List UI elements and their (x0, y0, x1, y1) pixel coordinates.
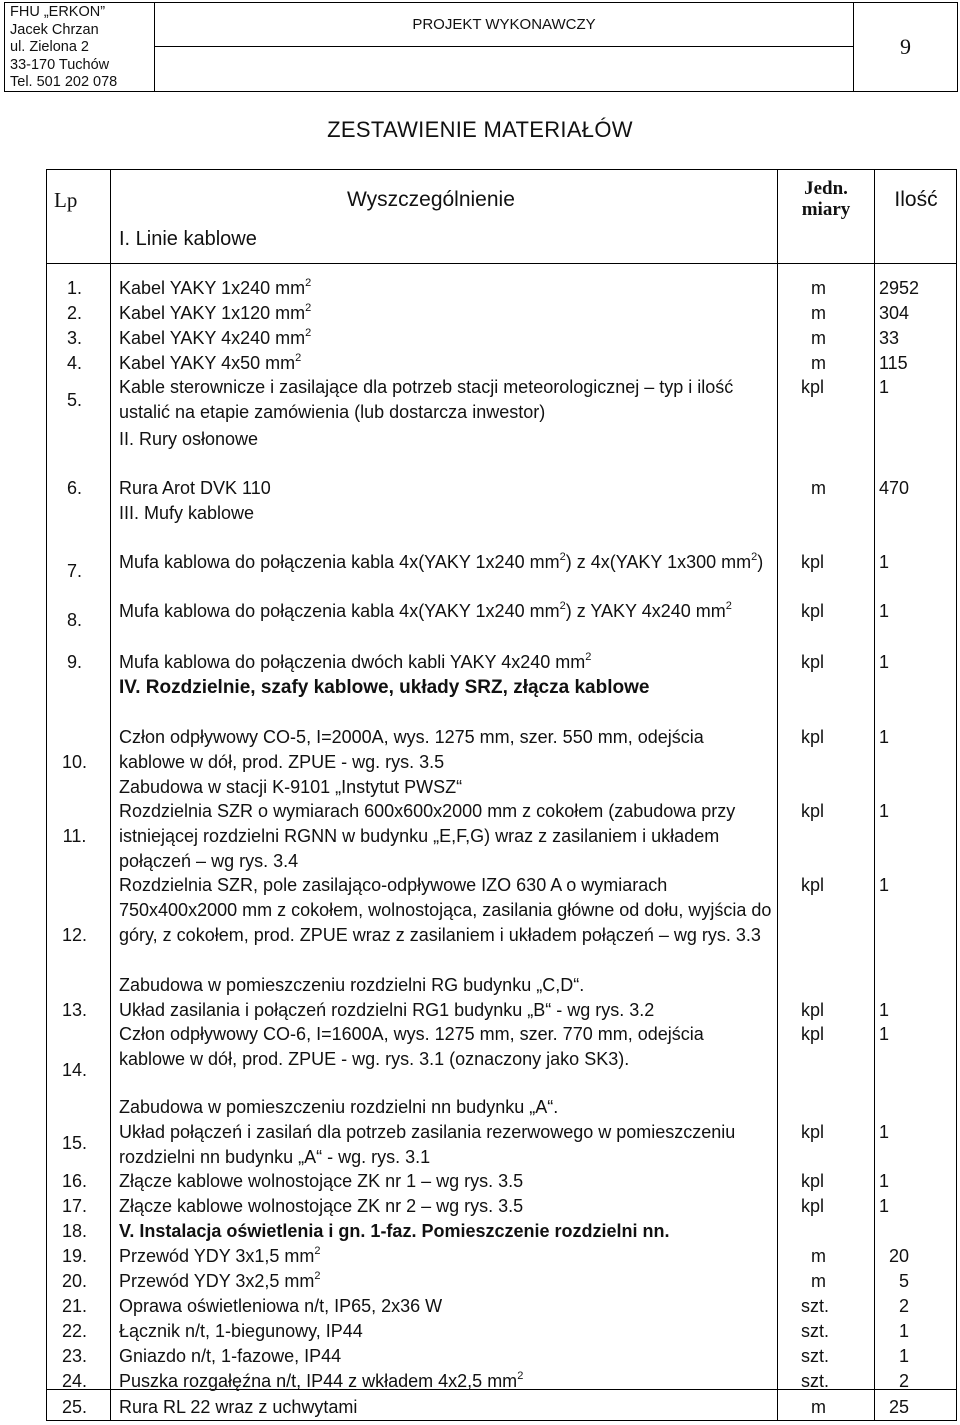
project-type: PROJEKT WYKONAWCZY (155, 3, 853, 47)
row-quantity: 5 (899, 1271, 910, 1291)
row-quantity: 1 (879, 652, 890, 672)
row-lp: 6. (66, 478, 82, 498)
company-street: ul. Zielona 2 (10, 39, 89, 56)
row-lp: 13. (61, 1000, 88, 1020)
section-heading: III. Mufy kablowe (119, 503, 255, 523)
row-lp: 23. (61, 1346, 88, 1366)
row-quantity: 1 (879, 1196, 890, 1216)
row-description: Człon odpływowy CO-5, I=2000A, wys. 1275 mm, szer. 550 mm, odejścia kablowe w dół, prod. ZPUE - wg. rys. 3.5 (119, 727, 704, 772)
row-quantity: 1 (879, 552, 890, 572)
row-quantity: 1 (879, 727, 890, 747)
row-unit: kpl (801, 377, 825, 397)
row-description: Układ zasilania i połączeń rozdzielni RG1 budynku „B“ - wg rys. 3.2 (119, 1000, 655, 1020)
row-lp: 3. (66, 328, 82, 348)
row-lp: 11. (62, 826, 87, 846)
header-unit: Jedn. miary (801, 178, 851, 220)
row-description: Przewód YDY 3x1,5 $mm^2$ (119, 1245, 321, 1266)
row-lp: 8. (66, 610, 82, 630)
row-lp: 16. (61, 1171, 88, 1191)
col-divider (874, 170, 875, 1420)
row-unit: m (811, 1246, 826, 1266)
row-description: Mufa kablowa do połączenia dwóch kabli YAKY 4x240 $mm^2$ (119, 651, 592, 672)
row-unit: kpl (801, 1024, 825, 1044)
col-divider (777, 170, 778, 1420)
row-quantity: 1 (879, 1024, 890, 1044)
row-description: Złącze kablowe wolnostojące ZK nr 2 – wg rys. 3.5 (119, 1196, 524, 1216)
row-quantity: 33 (879, 328, 900, 348)
row-lp: 5. (66, 390, 82, 410)
row-quantity: 1 (879, 1122, 890, 1142)
row-lp: 9. (66, 652, 82, 672)
row-unit: m (811, 1271, 826, 1291)
row-lp: 21. (61, 1296, 88, 1316)
row-lp: 24. (61, 1371, 88, 1391)
row-unit: kpl (801, 552, 825, 572)
row-lp: 20. (61, 1271, 88, 1291)
row-description: Człon odpływowy CO-6, I=1600A, wys. 1275 mm, szer. 770 mm, odejścia kablowe w dół, prod. ZPUE - wg. rys. 3.1 (oznaczony jako SK3). (119, 1024, 704, 1069)
row-unit: m (811, 1397, 826, 1417)
row-description: Złącze kablowe wolnostojące ZK nr 1 – wg rys. 3.5 (119, 1171, 524, 1191)
row-quantity: 1 (879, 601, 890, 621)
row-lp: 15. (61, 1133, 88, 1153)
row-note: Zabudowa w pomieszczeniu rozdzielni nn budynku „A“. (119, 1097, 559, 1117)
row-description: Puszka rozgałęźna n/t, IP44 z wkładem 4x2,5 $mm^2$ (119, 1370, 524, 1391)
row-unit: m (811, 353, 826, 373)
row-lp: 4. (66, 353, 82, 373)
section-heading: IV. Rozdzielnie, szafy kablowe, układy SRZ, złącza kablowe (119, 677, 650, 698)
row-lp: 12. (61, 925, 88, 945)
row-quantity: 1 (879, 377, 890, 397)
row-unit: kpl (801, 652, 825, 672)
company-info (5, 3, 155, 91)
row-unit: szt. (801, 1296, 830, 1316)
page-number: 9 (900, 34, 911, 59)
row-unit: szt. (801, 1346, 830, 1366)
header-description: Wyszczególnienie (347, 188, 515, 211)
company-phone: Tel. 501 202 078 (10, 74, 118, 91)
row-quantity: 1 (879, 801, 890, 821)
row-lp: 10. (61, 752, 88, 772)
row-lp: 1. (66, 278, 82, 298)
row-description: Kable sterownicze i zasilające dla potrzeb stacji meteorologicznej – typ i ilość ustalić na etapie zamówienia (lub dostarcza inwestor) (119, 377, 734, 422)
row-description: Kabel YAKY 1x240 $mm^2$ (119, 277, 312, 298)
row-note: Zabudowa w pomieszczeniu rozdzielni RG budynku „C,D“. (119, 975, 585, 995)
row-unit: szt. (801, 1371, 830, 1391)
row-description: Rura RL 22 wraz z uchwytami (119, 1397, 358, 1417)
col-divider (110, 170, 111, 1420)
row-unit: kpl (801, 1196, 825, 1216)
row-lp: 7. (66, 561, 82, 581)
row-quantity: 1 (879, 875, 890, 895)
section-heading: II. Rury osłonowe (119, 429, 259, 449)
row-unit: kpl (801, 1122, 825, 1142)
company-city: 33-170 Tuchów (10, 56, 110, 73)
company-name: FHU „ERKON” (10, 4, 106, 20)
row-description: Układ połączeń i zasilań dla potrzeb zasilania rezerwowego w pomieszczeniu rozdzielni nn budynku „A“ - wg. rys. 3.1 (119, 1122, 736, 1167)
row-quantity: 1 (899, 1321, 910, 1341)
row-unit: kpl (801, 1171, 825, 1191)
header-divider (47, 263, 956, 264)
row-description: Kabel YAKY 1x120 $mm^2$ (119, 302, 312, 323)
row-unit: m (811, 278, 826, 298)
row-description: V. Instalacja oświetlenia i gn. 1-faz. Pomieszczenie rozdzielni nn. (119, 1221, 670, 1241)
materials-table (46, 169, 957, 1421)
row-description: Oprawa oświetleniowa n/t, IP65, 2x36 W (119, 1296, 443, 1316)
row-unit: kpl (801, 601, 825, 621)
header-quantity: Ilość (894, 188, 938, 211)
row-lp: 2. (66, 303, 82, 323)
header-lp: Lp (54, 188, 78, 212)
row-quantity: 1 (879, 1000, 890, 1020)
row-quantity: 304 (879, 303, 910, 323)
row-unit: m (811, 303, 826, 323)
row-quantity: 1 (899, 1346, 910, 1366)
row-quantity: 1 (879, 1171, 890, 1191)
row-lp: 14. (61, 1060, 88, 1080)
document-header (4, 2, 958, 92)
document-title: ZESTAWIENIE MATERIAŁÓW (327, 117, 633, 142)
row-unit: kpl (801, 1000, 825, 1020)
row-unit: kpl (801, 801, 825, 821)
row-quantity: 470 (879, 478, 910, 498)
row-quantity: 2 (899, 1296, 910, 1316)
row-quantity: 2 (899, 1371, 910, 1391)
row-description: Rozdzielnia SZR, pole zasilająco-odpływowe IZO 630 A o wymiarach 750x400x2000 mm z cokołem, wolnostojąca, zasilania główne od dołu, wyjścia do góry, z cokołem, prod. ZPUE wraz z zasilaniem i układem połączeń – wg rys. 3.3 (119, 875, 772, 945)
row-description: Rozdzielnia SZR o wymiarach 600x600x2000 mm z cokołem (zabudowa przy istniejącej rozdzielni RGNN w budynku „E,F,G) wraz z zasilaniem i układem połączeń – wg rys. 3.4 (119, 801, 736, 871)
row-quantity: 2952 (879, 278, 920, 298)
row-description: Gniazdo n/t, 1-fazowe, IP44 (119, 1346, 342, 1366)
row-unit: m (811, 478, 826, 498)
row-quantity: 25 (889, 1397, 910, 1417)
row-unit: m (811, 328, 826, 348)
row-lp: 25. (61, 1397, 88, 1417)
row-lp: 22. (61, 1321, 88, 1341)
section-heading: I. Linie kablowe (119, 228, 257, 250)
row-unit: kpl (801, 875, 825, 895)
row-description: Przewód YDY 3x2,5 $mm^2$ (119, 1270, 321, 1291)
row-lp: 18. (61, 1221, 88, 1241)
row-quantity: 20 (889, 1246, 910, 1266)
row-description: Kabel YAKY 4x240 $mm^2$ (119, 327, 312, 348)
row-description: Mufa kablowa do połączenia kabla 4x(YAKY 1x240 $mm^2$) z 4x(YAKY 1x300 $mm^2$) (119, 551, 764, 572)
row-description: Łącznik n/t, 1-biegunowy, IP44 (119, 1321, 363, 1341)
row-description: Mufa kablowa do połączenia kabla 4x(YAKY 1x240 $mm^2$) z YAKY 4x240 $mm^2$ (119, 600, 732, 621)
company-owner: Jacek Chrzan (10, 21, 99, 38)
row-unit: szt. (801, 1321, 830, 1341)
header-middle (155, 3, 854, 91)
row-lp: 19. (61, 1246, 88, 1266)
row-description: Kabel YAKY 4x50 $mm^2$ (119, 352, 302, 373)
row-lp: 17. (61, 1196, 88, 1216)
row-quantity: 115 (879, 353, 908, 373)
row-description: Rura Arot DVK 110 (119, 478, 271, 498)
row-unit: kpl (801, 727, 825, 747)
row-note: Zabudowa w stacji K-9101 „Instytut PWSZ“ (119, 777, 463, 797)
